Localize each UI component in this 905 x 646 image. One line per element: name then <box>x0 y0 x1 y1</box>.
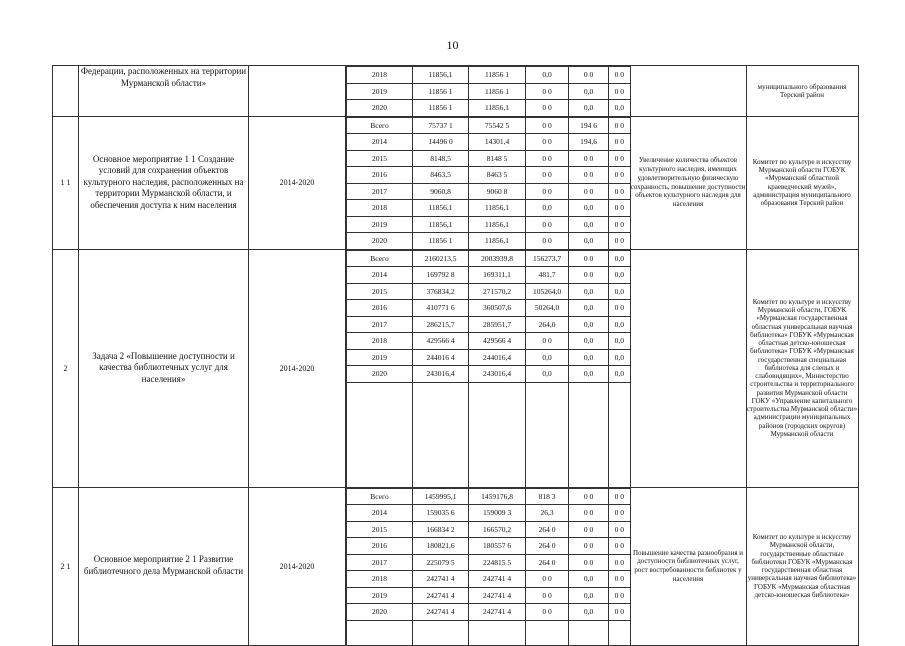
expected-result: Увеличение количества объектов культурного наследия, имеющих удовлетворительную физическую сохранность, повышение доступности объектов культурного наследия для населения <box>630 116 746 249</box>
funding-row <box>347 267 630 284</box>
funding-value: 0 0 <box>526 167 569 184</box>
funding-value: 286215,7 <box>413 316 469 333</box>
funding-value: 11856 1 <box>413 233 469 249</box>
funding-value: 0,0 <box>609 267 630 284</box>
funding-value: 50264,0 <box>526 300 569 317</box>
funding-value: 0,0 <box>569 316 609 333</box>
funding-value: 0 0 <box>526 604 569 621</box>
funding-value: 0,0 <box>569 587 609 604</box>
funding-value: 0 0 <box>609 216 630 233</box>
funding-row <box>347 150 630 167</box>
funding-value: 0 0 <box>526 571 569 588</box>
funding-value: 1459176,8 <box>469 488 526 505</box>
funding-row <box>347 554 630 571</box>
funding-value: 2014 <box>347 505 413 522</box>
measure-name: Задача 2 «Повышение доступности и качества библиотечных услуг для населения» <box>79 249 249 487</box>
funding-value: 169311,1 <box>469 267 526 284</box>
funding-empty-cell <box>609 382 630 487</box>
row-number: 2 1 <box>53 487 79 645</box>
funding-row <box>347 216 630 233</box>
funding-value: 0 0 <box>569 505 609 522</box>
funding-value: 75542 5 <box>469 117 526 134</box>
implementation-period: 2014-2020 <box>249 249 346 487</box>
funding-value: 2015 <box>347 521 413 538</box>
funding-value: 0,0 <box>569 216 609 233</box>
funding-value: 14496 0 <box>413 134 469 151</box>
funding-value: 0 0 <box>569 67 609 84</box>
funding-value: 224815 5 <box>469 554 526 571</box>
funding-value: 0 0 <box>609 183 630 200</box>
funding-row <box>347 571 630 588</box>
funding-empty-cell <box>469 620 526 645</box>
funding-value: 0,0 <box>569 366 609 383</box>
funding-value: 0 0 <box>569 183 609 200</box>
funding-value: 360507,6 <box>469 300 526 317</box>
funding-row <box>347 250 630 267</box>
funding-value: 285951,7 <box>469 316 526 333</box>
funding-value: 2016 <box>347 538 413 555</box>
funding-row <box>347 200 630 217</box>
funding-value: 2019 <box>347 349 413 366</box>
funding-value: 180557 6 <box>469 538 526 555</box>
funding-value: 8463,5 <box>413 167 469 184</box>
funding-value: 242741 4 <box>413 571 469 588</box>
funding-value: 14301,4 <box>469 134 526 151</box>
funding-value: 9060,8 <box>413 183 469 200</box>
funding-value: 0 0 <box>609 300 630 317</box>
funding-value: 243016,4 <box>413 366 469 383</box>
funding-table <box>346 250 630 487</box>
funding-value: 0 0 <box>569 521 609 538</box>
funding-filler-row <box>347 382 630 487</box>
funding-value: 159035 6 <box>413 505 469 522</box>
funding-empty-cell <box>609 620 630 645</box>
funding-value: 0,0 <box>569 233 609 249</box>
funding-value: 0,0 <box>569 283 609 300</box>
funding-value: 0 0 <box>526 587 569 604</box>
funding-empty-cell <box>413 382 469 487</box>
expected-result <box>630 66 746 117</box>
funding-value: 0 0 <box>609 233 630 249</box>
page-number: 10 <box>446 38 459 52</box>
funding-value: 2018 <box>347 67 413 84</box>
funding-value: 0 0 <box>609 67 630 84</box>
funding-value: 9060 8 <box>469 183 526 200</box>
funding-value: 481,7 <box>526 267 569 284</box>
funding-value: 0,0 <box>526 67 569 84</box>
executors: Комитет по культуре и искусству Мурманской области, ГОБУК «Мурманская государственная областная универсальная научная библиотека» ГОБУК «Мурманская областная детско-юношеская библиотека» ГОБУК «Мурманская государственная специальная библиотека для слепых и слабовидящих», Министерство строительства и территориального развития Мурманской области ГОКУ «Управление капитального строительства Мурманской области» администрации муниципальных районов (городских округов) Мурманской области <box>746 249 858 487</box>
funding-value: 0 0 <box>609 604 630 621</box>
funding-value: 0 0 <box>526 183 569 200</box>
funding-row <box>347 587 630 604</box>
funding-row <box>347 300 630 317</box>
funding-value: 243016,4 <box>469 366 526 383</box>
funding-value: 2016 <box>347 167 413 184</box>
table-row <box>53 249 859 487</box>
funding-row <box>347 233 630 249</box>
funding-value: 2018 <box>347 571 413 588</box>
funding-value: 0 0 <box>609 134 630 151</box>
funding-value: 2016 <box>347 300 413 317</box>
funding-value: 0 0 <box>526 83 569 100</box>
funding-value: 11856 1 <box>413 83 469 100</box>
funding-value: 2020 <box>347 604 413 621</box>
funding-row <box>347 521 630 538</box>
funding-value: 0,0 <box>569 349 609 366</box>
funding-value: 264 0 <box>526 538 569 555</box>
funding-cell <box>346 487 631 645</box>
funding-value: 11856,1 <box>413 216 469 233</box>
funding-value: 2015 <box>347 150 413 167</box>
funding-value: 0 0 <box>609 554 630 571</box>
funding-value: 0 0 <box>609 571 630 588</box>
funding-value: 0 0 <box>569 267 609 284</box>
funding-value: 0 0 <box>526 117 569 134</box>
funding-value: 0,0 <box>569 604 609 621</box>
funding-value: 0,0 <box>569 300 609 317</box>
funding-value: 2019 <box>347 587 413 604</box>
funding-row <box>347 538 630 555</box>
implementation-period <box>249 66 346 117</box>
funding-value: 264 0 <box>526 554 569 571</box>
funding-value: 0 0 <box>569 554 609 571</box>
funding-value: 8463 5 <box>469 167 526 184</box>
funding-value: 0,0 <box>569 200 609 217</box>
funding-cell <box>346 116 631 249</box>
funding-value: 0,0 <box>609 316 630 333</box>
funding-empty-cell <box>526 620 569 645</box>
funding-value: 0,0 <box>609 100 630 116</box>
funding-row <box>347 283 630 300</box>
funding-value: 0 0 <box>569 488 609 505</box>
funding-value: 0,0 <box>609 333 630 350</box>
funding-value: 264,0 <box>526 316 569 333</box>
measure-name: Основное мероприятие 2 1 Развитие библиотечного дела Мурманской области <box>79 487 249 645</box>
funding-value: 0,0 <box>569 571 609 588</box>
funding-row <box>347 366 630 383</box>
funding-value: 2017 <box>347 554 413 571</box>
funding-value: 8148 5 <box>469 150 526 167</box>
executors: Комитет по культуре и искусству Мурманской области ГОБУК «Мурманский областной краеведческий музей», администрация муниципального образования Терский район <box>746 116 858 249</box>
funding-value: 271570,2 <box>469 283 526 300</box>
funding-value: 0 0 <box>569 167 609 184</box>
funding-empty-cell <box>347 382 413 487</box>
funding-value: 0,0 <box>609 349 630 366</box>
funding-value: 429566 4 <box>469 333 526 350</box>
funding-value: 11856,1 <box>413 67 469 84</box>
row-number <box>53 66 79 117</box>
funding-table <box>346 488 630 645</box>
funding-row <box>347 316 630 333</box>
funding-value: 11856 1 <box>413 100 469 116</box>
funding-value: 0 0 <box>526 333 569 350</box>
funding-value: 0 0 <box>609 117 630 134</box>
funding-value: 0 0 <box>526 100 569 116</box>
funding-value: 0 0 <box>609 83 630 100</box>
implementation-period: 2014-2020 <box>249 487 346 645</box>
funding-value: 2017 <box>347 183 413 200</box>
funding-value: 0,0 <box>526 349 569 366</box>
funding-value: 0,0 <box>609 250 630 267</box>
funding-value: 0 0 <box>609 200 630 217</box>
funding-row <box>347 167 630 184</box>
funding-value: 242741 4 <box>469 571 526 588</box>
funding-value: 0 0 <box>526 134 569 151</box>
funding-value: 11856 1 <box>469 83 526 100</box>
implementation-period: 2014-2020 <box>249 116 346 249</box>
funding-value: 169792 8 <box>413 267 469 284</box>
funding-row <box>347 83 630 100</box>
funding-value: 75737 1 <box>413 117 469 134</box>
funding-value: 242741 4 <box>413 587 469 604</box>
funding-value: 2018 <box>347 200 413 217</box>
funding-value: 0 0 <box>526 216 569 233</box>
expected-result: Повышение качества разнообразия и доступности библиотечных услуг, рост востребованности библиотек у населения <box>630 487 746 645</box>
funding-empty-cell <box>569 382 609 487</box>
funding-value: 0 0 <box>569 150 609 167</box>
funding-value: 2014 <box>347 134 413 151</box>
funding-table <box>346 66 630 116</box>
funding-value: 2160213,5 <box>413 250 469 267</box>
funding-value: 194 6 <box>569 117 609 134</box>
funding-value: 0,0 <box>526 366 569 383</box>
funding-value: 0 0 <box>609 505 630 522</box>
funding-value: 0 0 <box>569 250 609 267</box>
row-number: 1 1 <box>53 116 79 249</box>
funding-value: 0 0 <box>609 538 630 555</box>
funding-value: 0,0 <box>569 83 609 100</box>
funding-value: 225079 5 <box>413 554 469 571</box>
funding-value: 156273,7 <box>526 250 569 267</box>
funding-value: 244016,4 <box>469 349 526 366</box>
funding-value: 2015 <box>347 283 413 300</box>
funding-value: 264 0 <box>526 521 569 538</box>
funding-row <box>347 333 630 350</box>
funding-value: 0,0 <box>569 333 609 350</box>
funding-row <box>347 67 630 84</box>
measure-name: Основное мероприятие 1 1 Создание условий для сохранения объектов культурного наследия, расположенных на территории Мурманской области, и обеспечения доступа к ним населения <box>79 116 249 249</box>
funding-row <box>347 134 630 151</box>
funding-value: 0 0 <box>609 167 630 184</box>
executors: муниципального образования Терский район <box>746 66 858 117</box>
funding-value: 2017 <box>347 316 413 333</box>
funding-value: 105264,0 <box>526 283 569 300</box>
funding-value: 2018 <box>347 333 413 350</box>
funding-value: 2020 <box>347 233 413 249</box>
funding-value: 2003939,8 <box>469 250 526 267</box>
funding-empty-cell <box>347 620 413 645</box>
funding-row <box>347 100 630 116</box>
funding-value: 242741 4 <box>413 604 469 621</box>
funding-value: 0 0 <box>526 233 569 249</box>
measure-name: Федерации, расположенных на территории Мурманской области» <box>79 66 249 117</box>
funding-value: 376834,2 <box>413 283 469 300</box>
funding-value: Всего <box>347 488 413 505</box>
funding-value: 242741 4 <box>469 604 526 621</box>
expected-result <box>630 249 746 487</box>
program-table <box>52 65 859 646</box>
funding-empty-cell <box>526 382 569 487</box>
funding-value: 0 0 <box>526 150 569 167</box>
funding-value: 11856,1 <box>469 200 526 217</box>
table-row <box>53 66 859 117</box>
funding-empty-cell <box>469 382 526 487</box>
funding-value: 166834 2 <box>413 521 469 538</box>
funding-value: 242741 4 <box>469 587 526 604</box>
funding-value: 0 0 <box>609 587 630 604</box>
funding-cell <box>346 66 631 117</box>
funding-filler-row <box>347 620 630 645</box>
funding-value: 2014 <box>347 267 413 284</box>
funding-row <box>347 604 630 621</box>
funding-value: 0,0 <box>609 366 630 383</box>
funding-value: 8148,5 <box>413 150 469 167</box>
funding-empty-cell <box>413 620 469 645</box>
funding-value: 2020 <box>347 366 413 383</box>
funding-value: 166570,2 <box>469 521 526 538</box>
funding-value: Всего <box>347 117 413 134</box>
funding-table <box>346 117 630 249</box>
funding-value: 194,6 <box>569 134 609 151</box>
funding-row <box>347 117 630 134</box>
funding-value: 2019 <box>347 83 413 100</box>
funding-value: 159009 3 <box>469 505 526 522</box>
funding-value: 11856,1 <box>469 216 526 233</box>
funding-value: 0 0 <box>609 521 630 538</box>
funding-value: 0 0 <box>609 150 630 167</box>
funding-value: 2019 <box>347 216 413 233</box>
funding-value: 410771 6 <box>413 300 469 317</box>
funding-value: 244016 4 <box>413 349 469 366</box>
funding-value: 26,3 <box>526 505 569 522</box>
funding-value: 818 3 <box>526 488 569 505</box>
funding-value: 429566 4 <box>413 333 469 350</box>
funding-value: 1459995,1 <box>413 488 469 505</box>
funding-value: Всего <box>347 250 413 267</box>
executors: Комитет по культуре и искусству Мурманской области, государственные областные библиотеки ГОБУК «Мурманская государственная областная универсальная научная библиотека» ГОБУК «Мурманская областная детско-юношеская библиотека» <box>746 487 858 645</box>
funding-value: 0,0 <box>526 200 569 217</box>
funding-value: 11856,1 <box>469 100 526 116</box>
funding-row <box>347 183 630 200</box>
funding-row <box>347 349 630 366</box>
funding-value: 11856,1 <box>413 200 469 217</box>
row-number: 2 <box>53 249 79 487</box>
funding-value: 0,0 <box>609 283 630 300</box>
funding-value: 0,0 <box>569 100 609 116</box>
funding-value: 11856 1 <box>469 67 526 84</box>
funding-empty-cell <box>569 620 609 645</box>
funding-value: 180821,6 <box>413 538 469 555</box>
table-row <box>53 487 859 645</box>
funding-row <box>347 505 630 522</box>
table-row <box>53 116 859 249</box>
funding-value: 11856,1 <box>469 233 526 249</box>
funding-value: 0 0 <box>609 488 630 505</box>
funding-value: 0 0 <box>569 538 609 555</box>
funding-cell <box>346 249 631 487</box>
funding-value: 2020 <box>347 100 413 116</box>
funding-row <box>347 488 630 505</box>
